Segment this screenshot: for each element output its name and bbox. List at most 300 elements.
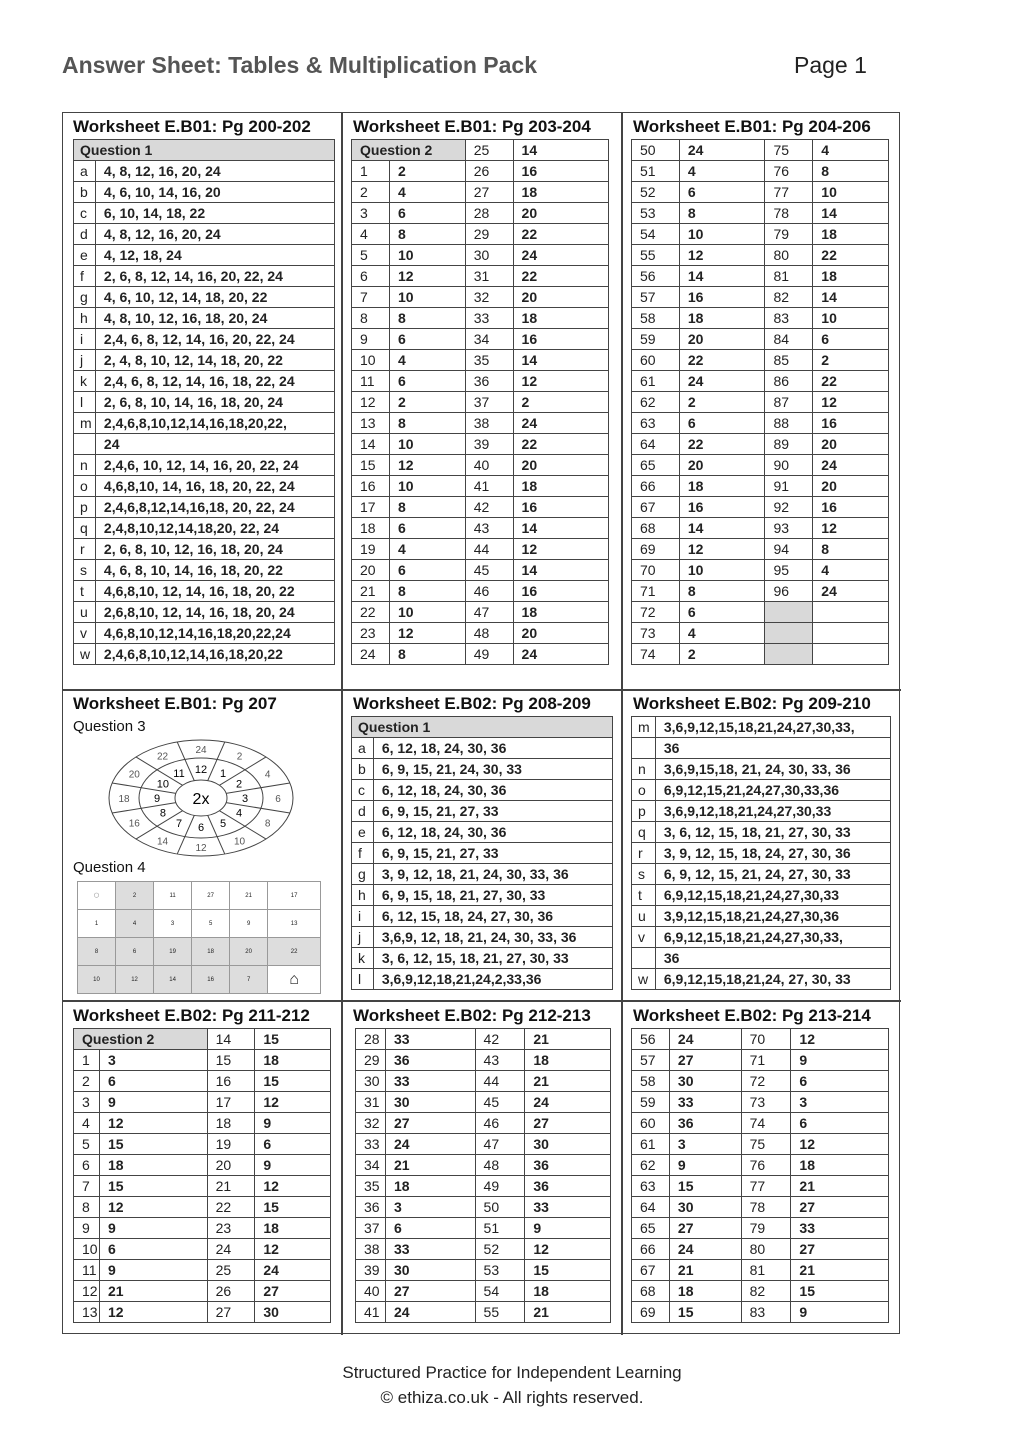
table-row xyxy=(632,864,891,885)
answer-value: 18 xyxy=(679,476,765,497)
grid-cell: 7 xyxy=(230,966,268,994)
question-number: 47 xyxy=(475,1134,525,1155)
wheel-outer-number: 16 xyxy=(128,818,140,830)
question-number: 69 xyxy=(632,1302,670,1323)
question-number: 17 xyxy=(207,1092,255,1113)
table-row xyxy=(74,1029,331,1050)
hundred-square-grid xyxy=(77,881,321,994)
question-letter: f xyxy=(352,843,374,864)
answer-value: 6,9,12,15,18,21,24,27,30,33 xyxy=(655,885,890,906)
table-row xyxy=(352,161,609,182)
answer-value: 6 xyxy=(813,329,889,350)
table-row xyxy=(352,738,613,759)
answer-value: 6,9,12,15,18,21,24,27,30,33, xyxy=(655,927,890,948)
answer-value: 3,6,9,15,18, 21, 24, 30, 33, 36 xyxy=(655,759,890,780)
table-row xyxy=(632,969,891,990)
answer-value: 8 xyxy=(813,161,889,182)
worksheet-block-208-209 xyxy=(343,690,621,1000)
question-number: 10 xyxy=(352,350,390,371)
table-row xyxy=(74,266,335,287)
question-number: 25 xyxy=(465,140,513,161)
table-row xyxy=(74,581,335,602)
question-letter: p xyxy=(632,801,656,822)
answer-value: 36 xyxy=(655,948,890,969)
table-row xyxy=(356,1239,611,1260)
answer-value: 6, 12, 18, 24, 30, 36 xyxy=(373,780,612,801)
question-heading: Question 2 xyxy=(74,1029,208,1050)
answer-value: 2 xyxy=(389,161,465,182)
question-number: 70 xyxy=(632,560,680,581)
answer-value: 2,4, 6, 8, 12, 14, 16, 18, 22, 24 xyxy=(95,371,334,392)
grid-cell: 18 xyxy=(192,938,230,966)
worksheet-block-213-214 xyxy=(623,1002,901,1335)
answer-value: 18 xyxy=(513,182,608,203)
answer-value: 6 xyxy=(679,182,765,203)
answer-value: 21 xyxy=(791,1176,889,1197)
table-row xyxy=(74,329,335,350)
grid-cell: 20 xyxy=(230,938,268,966)
question-number: 33 xyxy=(465,308,513,329)
grid-cell: 22 xyxy=(268,938,321,966)
question-number: 49 xyxy=(465,644,513,665)
table-row xyxy=(74,602,335,623)
answer-value: 20 xyxy=(813,434,889,455)
question-number: 45 xyxy=(465,560,513,581)
question-number: 54 xyxy=(475,1281,525,1302)
table-row xyxy=(74,1113,331,1134)
question-number: 83 xyxy=(741,1302,791,1323)
question-letter: i xyxy=(352,906,374,927)
question-number: 79 xyxy=(765,224,813,245)
answer-value: 2, 6, 8, 12, 14, 16, 20, 22, 24 xyxy=(95,266,334,287)
table-row xyxy=(632,906,891,927)
question-number: 2 xyxy=(74,1071,100,1092)
answer-value: 4, 8, 10, 12, 16, 18, 20, 24 xyxy=(95,308,334,329)
answer-value: 6 xyxy=(389,371,465,392)
question-number: 82 xyxy=(741,1281,791,1302)
question-number: 7 xyxy=(74,1176,100,1197)
question-number: 52 xyxy=(632,182,680,203)
question-number: 57 xyxy=(632,287,680,308)
question-letter: w xyxy=(74,644,96,665)
answer-value: 6 xyxy=(679,602,765,623)
answer-value: 6, 10, 14, 18, 22 xyxy=(95,203,334,224)
question-number: 28 xyxy=(465,203,513,224)
question-number: 29 xyxy=(356,1050,386,1071)
answer-value: 6 xyxy=(389,560,465,581)
question-number: 11 xyxy=(74,1260,100,1281)
question-number: 94 xyxy=(765,539,813,560)
answer-value: 14 xyxy=(813,287,889,308)
table-row xyxy=(356,1302,611,1323)
answer-value: 20 xyxy=(679,329,765,350)
question-number: 19 xyxy=(207,1134,255,1155)
table-row xyxy=(632,1260,889,1281)
question-number: 55 xyxy=(632,245,680,266)
answer-value: 18 xyxy=(791,1155,889,1176)
table-row xyxy=(632,822,891,843)
answer-value: 12 xyxy=(389,266,465,287)
wheel-inner-number: 3 xyxy=(241,793,249,805)
table-row xyxy=(352,539,609,560)
answer-value: 9 xyxy=(99,1260,207,1281)
answer-value: 12 xyxy=(513,371,608,392)
answer-value: 9 xyxy=(99,1092,207,1113)
question-number: 44 xyxy=(475,1071,525,1092)
answer-grid xyxy=(62,112,900,1334)
question-number: 31 xyxy=(356,1092,386,1113)
answer-value: 3 xyxy=(99,1050,207,1071)
table-row xyxy=(632,539,889,560)
table-row xyxy=(352,602,609,623)
question-number: 1 xyxy=(74,1050,100,1071)
answer-value: 10 xyxy=(389,602,465,623)
table-row xyxy=(74,1071,331,1092)
question-number: 66 xyxy=(632,476,680,497)
question-letter: i xyxy=(74,329,96,350)
answer-value: 15 xyxy=(791,1281,889,1302)
question-letter xyxy=(632,738,656,759)
answer-value: 12 xyxy=(791,1029,889,1050)
question-letter: l xyxy=(74,392,96,413)
question-number: 81 xyxy=(741,1260,791,1281)
question-letter: v xyxy=(632,927,656,948)
question-letter: u xyxy=(74,602,96,623)
answer-value: 27 xyxy=(669,1218,741,1239)
answer-table xyxy=(351,716,613,990)
smudge-icon: ◌ xyxy=(78,882,116,910)
wheel-outer-number: 18 xyxy=(118,794,130,805)
question-number: 34 xyxy=(356,1155,386,1176)
answer-table xyxy=(631,139,889,665)
question-letter: a xyxy=(74,161,96,182)
answer-value: 2,4,8,10,12,14,18,20, 22, 24 xyxy=(95,518,334,539)
answer-value: 12 xyxy=(813,518,889,539)
worksheet-title: Worksheet E.B01: Pg 207 xyxy=(73,694,277,713)
table-row xyxy=(352,434,609,455)
table-row xyxy=(74,1176,331,1197)
question-number: 32 xyxy=(465,287,513,308)
question-number: 61 xyxy=(632,1134,670,1155)
question-number: 69 xyxy=(632,539,680,560)
question-number: 59 xyxy=(632,329,680,350)
answer-value: 9 xyxy=(99,1218,207,1239)
answer-value: 22 xyxy=(813,371,889,392)
wheel-outer-number: 24 xyxy=(195,745,207,756)
question-number: 64 xyxy=(632,1197,670,1218)
answer-value: 21 xyxy=(669,1260,741,1281)
wheel-inner-number: 4 xyxy=(236,807,243,820)
question-number: 28 xyxy=(356,1029,386,1050)
table-row xyxy=(352,140,609,161)
question-number: 71 xyxy=(741,1050,791,1071)
question-number: 56 xyxy=(632,1029,670,1050)
question-number: 82 xyxy=(765,287,813,308)
table-row xyxy=(74,1260,331,1281)
answer-value: 8 xyxy=(389,497,465,518)
question-number: 10 xyxy=(74,1239,100,1260)
answer-value: 36 xyxy=(525,1155,611,1176)
answer-value: 18 xyxy=(513,602,608,623)
grid-cell: 4 xyxy=(116,910,154,938)
answer-value: 16 xyxy=(813,413,889,434)
answer-value: 33 xyxy=(669,1092,741,1113)
question-number: 23 xyxy=(352,623,390,644)
grid-cell: 21 xyxy=(230,882,268,910)
answer-value: 27 xyxy=(791,1239,889,1260)
table-row xyxy=(632,245,889,266)
question-number: 68 xyxy=(632,518,680,539)
table-row xyxy=(356,1071,611,1092)
answer-value: 16 xyxy=(513,329,608,350)
answer-value: 2 xyxy=(679,392,765,413)
question-number: 80 xyxy=(765,245,813,266)
question-letter: r xyxy=(74,539,96,560)
worksheet-title: Worksheet E.B01: Pg 203-204 xyxy=(353,117,591,136)
answer-value: 2,4,6,8,12,14,16,18, 20, 22, 24 xyxy=(95,497,334,518)
table-row xyxy=(632,497,889,518)
question-number: 3 xyxy=(74,1092,100,1113)
wheel-inner-number: 8 xyxy=(159,807,166,820)
question-number: 29 xyxy=(465,224,513,245)
table-row xyxy=(356,1218,611,1239)
grid-cell: 1 xyxy=(78,910,116,938)
question-number: 16 xyxy=(352,476,390,497)
question-number: 33 xyxy=(356,1134,386,1155)
table-row xyxy=(74,371,335,392)
answer-value: 6 xyxy=(99,1239,207,1260)
answer-value xyxy=(813,602,889,623)
answer-value: 14 xyxy=(513,350,608,371)
answer-value: 16 xyxy=(513,161,608,182)
question-number: 48 xyxy=(475,1155,525,1176)
question-letter: b xyxy=(352,759,374,780)
question-number: 9 xyxy=(74,1218,100,1239)
answer-value: 9 xyxy=(255,1155,331,1176)
table-row xyxy=(356,1176,611,1197)
page-title: Answer Sheet: Tables & Multiplication Pack xyxy=(62,52,538,78)
answer-value: 10 xyxy=(389,434,465,455)
question-number: 11 xyxy=(352,371,390,392)
table-row xyxy=(352,843,613,864)
question-number: 79 xyxy=(741,1218,791,1239)
table-row xyxy=(352,581,609,602)
table-row xyxy=(632,266,889,287)
table-row xyxy=(632,560,889,581)
answer-value: 2,6,8,10, 12, 14, 16, 18, 20, 24 xyxy=(95,602,334,623)
answer-value: 10 xyxy=(679,560,765,581)
answer-value: 36 xyxy=(655,738,890,759)
answer-value: 10 xyxy=(389,287,465,308)
grid-cell: 19 xyxy=(154,938,192,966)
question-number: 15 xyxy=(352,455,390,476)
question-number: 95 xyxy=(765,560,813,581)
question-number: 43 xyxy=(465,518,513,539)
answer-value: 15 xyxy=(255,1071,331,1092)
wheel-outer-number: 22 xyxy=(156,751,169,763)
question-number: 6 xyxy=(74,1155,100,1176)
table-row xyxy=(632,182,889,203)
answer-value: 18 xyxy=(813,224,889,245)
question-number: 39 xyxy=(465,434,513,455)
answer-value: 16 xyxy=(679,287,765,308)
table-row xyxy=(74,1092,331,1113)
table-row xyxy=(74,161,335,182)
worksheet-block-200-202 xyxy=(63,113,341,689)
answer-value: 33 xyxy=(385,1071,475,1092)
answer-value: 15 xyxy=(669,1176,741,1197)
question-number: 4 xyxy=(352,224,390,245)
answer-value: 12 xyxy=(513,539,608,560)
question-number: 44 xyxy=(465,539,513,560)
question-number: 92 xyxy=(765,497,813,518)
answer-value: 21 xyxy=(99,1281,207,1302)
question-number: 16 xyxy=(207,1071,255,1092)
table-row xyxy=(74,1134,331,1155)
question-number: 9 xyxy=(352,329,390,350)
question-number: 23 xyxy=(207,1218,255,1239)
answer-value: 16 xyxy=(679,497,765,518)
answer-table xyxy=(73,1028,331,1323)
question-number: 61 xyxy=(632,371,680,392)
table-row xyxy=(352,518,609,539)
question-number: 62 xyxy=(632,392,680,413)
worksheet-block-204-206 xyxy=(623,113,901,689)
answer-value: 6, 9, 15, 21, 27, 33 xyxy=(373,843,612,864)
answer-value: 16 xyxy=(513,581,608,602)
table-row xyxy=(352,644,609,665)
answer-value: 4 xyxy=(389,350,465,371)
table-row xyxy=(74,644,335,665)
question-number: 36 xyxy=(465,371,513,392)
answer-value: 4, 6, 8, 10, 14, 16, 18, 20, 22 xyxy=(95,560,334,581)
grid-cell: 17 xyxy=(268,882,321,910)
answer-value: 4 xyxy=(679,623,765,644)
answer-value: 6 xyxy=(679,413,765,434)
question-number: 27 xyxy=(207,1302,255,1323)
answer-value: 24 xyxy=(525,1092,611,1113)
question-letter: t xyxy=(632,885,656,906)
table-row xyxy=(74,350,335,371)
table-row xyxy=(74,1197,331,1218)
question-number: 41 xyxy=(465,476,513,497)
question-number: 41 xyxy=(356,1302,386,1323)
answer-value: 10 xyxy=(389,476,465,497)
question-number: 76 xyxy=(741,1155,791,1176)
table-row xyxy=(74,1218,331,1239)
answer-table xyxy=(73,139,335,665)
question-letter xyxy=(632,948,656,969)
table-row xyxy=(632,885,891,906)
question-number: 86 xyxy=(765,371,813,392)
question-number: 4 xyxy=(74,1113,100,1134)
house-icon: ⌂ xyxy=(268,966,321,994)
answer-value: 8 xyxy=(679,581,765,602)
question-number: 52 xyxy=(475,1239,525,1260)
grid-cell: 8 xyxy=(78,938,116,966)
worksheet-block-207 xyxy=(63,690,341,1000)
wheel-outer-number: 4 xyxy=(264,769,271,781)
table-row xyxy=(632,350,889,371)
table-row xyxy=(632,927,891,948)
wheel-inner-number: 1 xyxy=(219,767,227,780)
answer-value: 4 xyxy=(813,140,889,161)
answer-value: 6 xyxy=(255,1134,331,1155)
answer-value: 16 xyxy=(813,497,889,518)
answer-value: 22 xyxy=(679,434,765,455)
answer-value: 9 xyxy=(255,1113,331,1134)
answer-value: 24 xyxy=(813,581,889,602)
question-letter: w xyxy=(632,969,656,990)
answer-value: 30 xyxy=(255,1302,331,1323)
answer-value: 2, 6, 8, 10, 12, 16, 18, 20, 24 xyxy=(95,539,334,560)
answer-value: 8 xyxy=(389,224,465,245)
wheel-inner-number: 5 xyxy=(219,818,227,831)
grid-cell: 3 xyxy=(154,910,192,938)
question-letter: l xyxy=(352,969,374,990)
question-letter: p xyxy=(74,497,96,518)
answer-value: 20 xyxy=(513,623,608,644)
table-row xyxy=(356,1281,611,1302)
question-number: 91 xyxy=(765,476,813,497)
answer-value: 6 xyxy=(791,1113,889,1134)
answer-value: 4, 12, 18, 24 xyxy=(95,245,334,266)
table-row xyxy=(632,1155,889,1176)
question-number: 63 xyxy=(632,413,680,434)
table-row xyxy=(632,1071,889,1092)
question-number: 47 xyxy=(465,602,513,623)
answer-value: 14 xyxy=(513,560,608,581)
question-number: 21 xyxy=(352,581,390,602)
answer-value: 12 xyxy=(679,245,765,266)
question-number: 35 xyxy=(356,1176,386,1197)
table-row xyxy=(632,644,889,665)
question-number: 83 xyxy=(765,308,813,329)
answer-value: 6, 12, 18, 24, 30, 36 xyxy=(373,738,612,759)
answer-value: 4 xyxy=(679,161,765,182)
question-number: 1 xyxy=(352,161,390,182)
answer-value xyxy=(813,644,889,665)
question-number: 72 xyxy=(741,1071,791,1092)
wheel-inner-number: 12 xyxy=(194,764,208,776)
worksheet-title: Worksheet E.B02: Pg 211-212 xyxy=(73,1006,310,1025)
question-number: 18 xyxy=(207,1113,255,1134)
answer-value: 18 xyxy=(255,1218,331,1239)
answer-value: 21 xyxy=(525,1071,611,1092)
grid-cell: 11 xyxy=(154,882,192,910)
wheel-outer-number: 8 xyxy=(264,818,271,830)
table-row xyxy=(74,623,335,644)
answer-value: 8 xyxy=(389,308,465,329)
table-row xyxy=(352,497,609,518)
answer-value: 30 xyxy=(669,1197,741,1218)
table-row xyxy=(74,1155,331,1176)
question-number: 76 xyxy=(765,161,813,182)
question-number: 78 xyxy=(765,203,813,224)
question-number: 89 xyxy=(765,434,813,455)
table-row xyxy=(632,759,891,780)
answer-value: 4,6,8,10, 14, 16, 18, 20, 22, 24 xyxy=(95,476,334,497)
answer-value: 14 xyxy=(679,518,765,539)
table-header-row xyxy=(74,140,335,161)
question-number: 62 xyxy=(632,1155,670,1176)
answer-value: 3, 9, 12, 15, 18, 24, 27, 30, 36 xyxy=(655,843,890,864)
question-number: 75 xyxy=(765,140,813,161)
table-row xyxy=(632,717,891,738)
table-row xyxy=(352,224,609,245)
table-row xyxy=(352,203,609,224)
answer-value: 20 xyxy=(513,203,608,224)
